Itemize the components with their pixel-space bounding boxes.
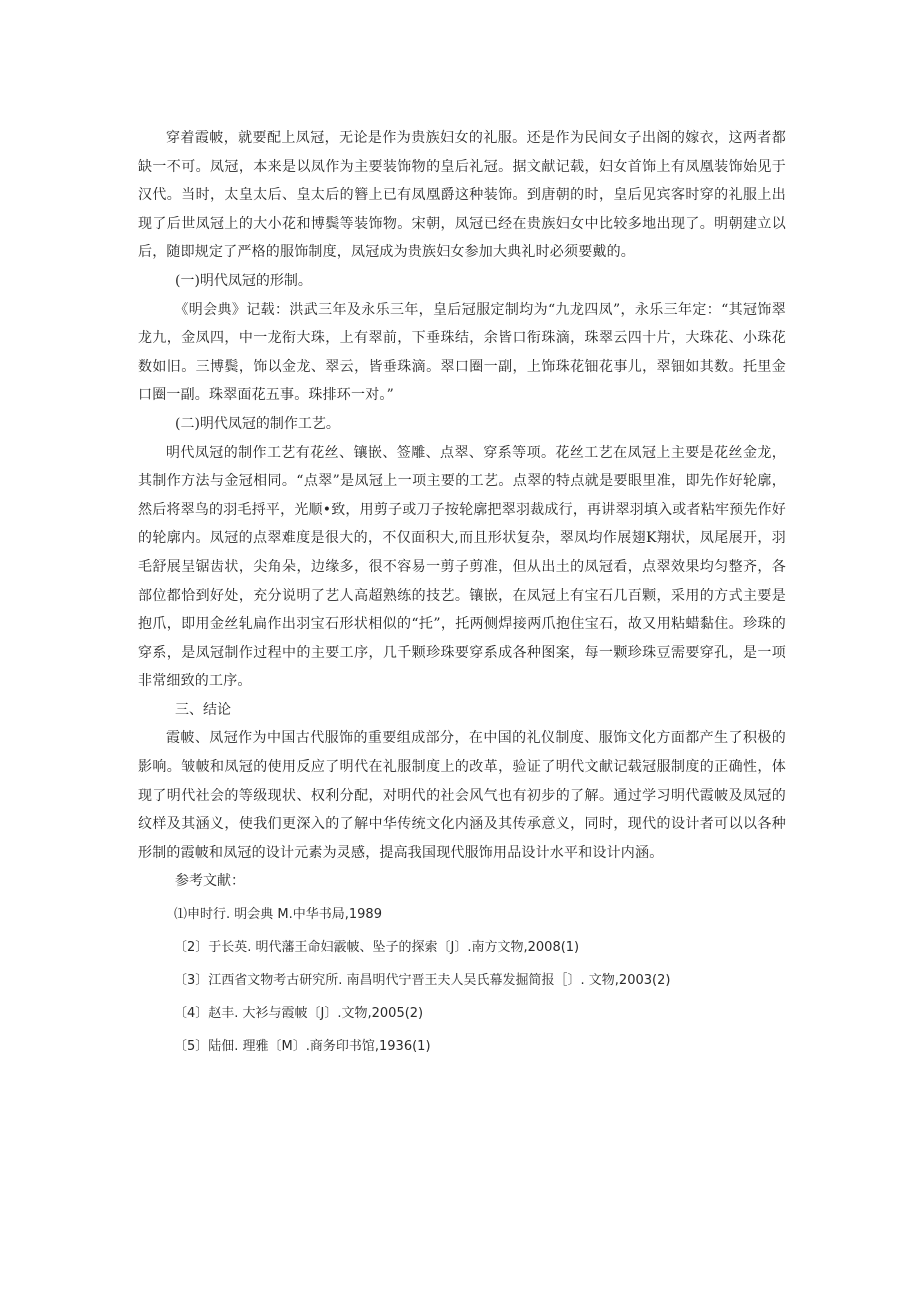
reference-item: ⑴申时行. 明会典 M.中华书局,1989 bbox=[174, 907, 382, 923]
reference-item: 〔2〕于长英. 明代藩王命妇霰帔、坠子的探索〔J〕.南方文物,2008(1) bbox=[174, 940, 580, 956]
section-heading-crown-form: (一)明代凤冠的形制。 bbox=[175, 272, 312, 289]
intro-paragraph: 穿着霞帔，就要配上凤冠，无论是作为贵族妇女的礼服。还是作为民间女子出阁的嫁衣，这两者都缺一不可。凤冠，本来是以凤作为主要装饰物的皇后礼冠。据文献记载，妇女首饰上有凤凰装饰始见于汉代。当时，太皇太后、皇太后的簪上已有凤凰爵这种装饰。到唐朝的时，皇后见宾客时穿的礼服上出现了后世凤冠上的大小花和博鬓等装饰物。宋朝，凤冠已经在贵族妇女中比较多地出现了。明朝建立以后，随即规定了严格的服饰制度，凤冠成为贵族妇女参加大典礼时必须要戴的。 bbox=[138, 130, 786, 261]
references-label: 参考文献： bbox=[175, 873, 245, 890]
conclusion-paragraph: 霞帔、凤冠作为中国古代服饰的重要组成部分，在中国的礼仪制度、服饰文化方面都产生了积极的影响。皱帔和凤冠的使用反应了明代在礼服制度上的改革，验证了明代文献记载冠服制度的正确性，体现了明代社会的等级现状、权利分配，对明代的社会风气也有初步的了解。通过学习明代霞帔及凤冠的纹样及其涵义，使我们更深入的了解中华传统文化内涵及其传承意义，同时，现代的设计者可以以各种形制的霞帔和凤冠的设计元素为灵感，提高我国现代服饰用品设计水平和设计内涵。 bbox=[138, 730, 786, 861]
reference-item: 〔3〕江西省文物考古研究所. 南昌明代宁晋王夫人吴氏幕发掘简报［〕. 文物,2003(2) bbox=[174, 973, 671, 989]
document-page bbox=[138, 124, 786, 1063]
references-list bbox=[138, 898, 786, 1063]
section-heading-crown-craft: (二)明代凤冠的制作工艺。 bbox=[175, 415, 340, 432]
reference-item: 〔5〕陆佃. 理雅〔M〕.商务印书馆,1936(1) bbox=[174, 1039, 431, 1055]
section-heading-conclusion: 三、结论 bbox=[175, 701, 231, 718]
reference-item: 〔4〕赵丰. 大衫与霞帔〔J〕.文物,2005(2) bbox=[174, 1006, 424, 1022]
craft-paragraph: 明代凤冠的制作工艺有花丝、镶嵌、签雕、点翠、穿系等项。花丝工艺在凤冠上主要是花丝金龙，其制作方法与金冠相同。“点翠”是凤冠上一项主要的工艺。点翠的特点就是要眼里准，即先作好轮廓，然后将翠鸟的羽毛捋平，光顺•致，用剪子或刀子按轮廓把翠羽裁成行，再讲翠羽填入或者粘牢预先作好的轮廓内。凤冠的点翠难度是很大的，不仅面积大,而且形状复杂，翠凤均作展翅K翔状，凤尾展开，羽毛舒展呈锯齿状，尖角朵，边缘多，很不容易一剪子剪准，但从出土的凤冠看，点翠效果均匀整齐，各部位都恰到好处，充分说明了艺人高超熟练的技艺。镶嵌，在凤冠上有宝石几百颗，采用的方式主要是抱爪，即用金丝轧扁作出羽宝石形状相似的“托”，托两侧焊接两爪抱住宝石，故又用粘蜡黏住。珍珠的穿系，是凤冠制作过程中的主要工序，几千颗珍珠要穿系成各种图案，每一颗珍珠豆需要穿孔，是一项非常细致的工序。 bbox=[138, 444, 786, 690]
ming-huidian-paragraph: 《明会典》记载：洪武三年及永乐三年，皇后冠服定制均为“九龙四凤”，永乐三年定：“其冠饰翠龙九，金凤四，中一龙衔大珠，上有翠前，下垂珠结，余皆口衔珠滴，珠翠云四十片，大珠花、小珠花数如旧。三博鬓，饰以金龙、翠云，皆垂珠滴。翠口圈一副，上饰珠花钿花事儿，翠钿如其数。托里金口圈一副。珠翠面花五事。珠排环一对。” bbox=[138, 301, 786, 404]
